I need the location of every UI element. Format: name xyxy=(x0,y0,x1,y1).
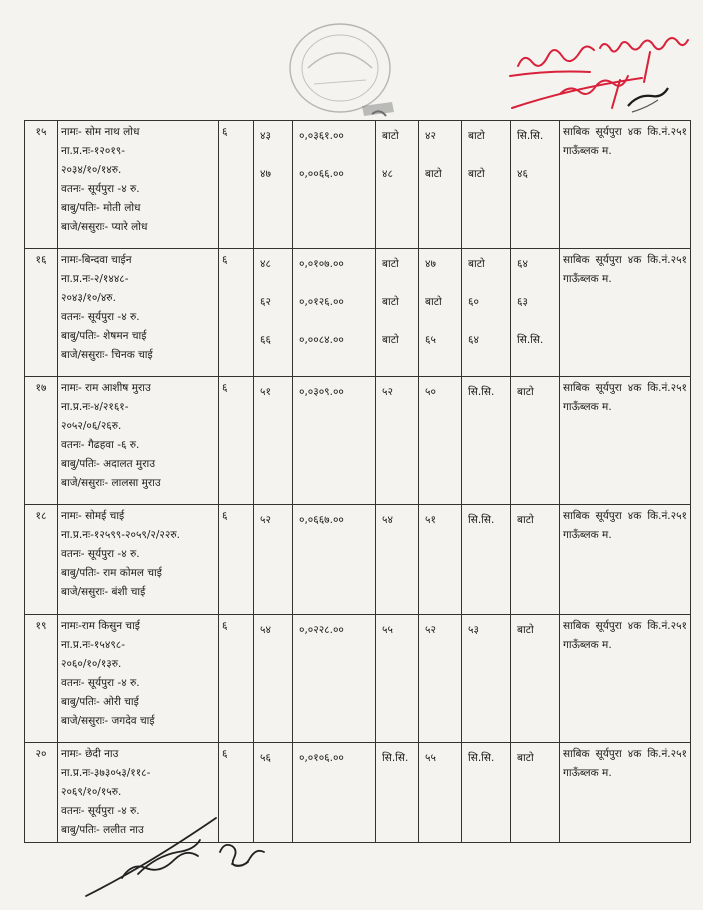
serial-number: १५ xyxy=(25,121,58,249)
owner-details xyxy=(58,249,219,377)
ward-number: ६ xyxy=(219,377,254,505)
owner-detail-line: ना.प्र.नः-१२५९९-२०५९/२/२२रु. xyxy=(61,529,180,541)
owner-detail-line: बाजे/ससुराः- लालसा मुराउ xyxy=(61,477,161,489)
east-boundary-cell xyxy=(376,249,419,377)
table-row xyxy=(25,249,691,377)
plot-number-cell xyxy=(254,505,293,615)
owner-detail-line: ना.प्र.नः-१२०१९- xyxy=(61,145,126,157)
owner-detail-line: ना.प्र.नः-३७३०५३/११८- xyxy=(61,767,151,779)
west-boundary: बाटो xyxy=(425,296,442,308)
plot-area: ०,०१२६.०० xyxy=(299,296,344,308)
ward-number: ६ xyxy=(219,249,254,377)
plot-number-cell xyxy=(254,377,293,505)
north-boundary-cell xyxy=(462,743,511,843)
east-boundary: बाटो xyxy=(382,296,399,308)
north-boundary-cell xyxy=(462,249,511,377)
owner-detail-line: वतनः- सूर्यपुरा -४ रु. xyxy=(61,183,140,195)
west-boundary: बाटो xyxy=(425,168,442,180)
north-boundary: सि.सि. xyxy=(468,386,495,398)
owner-detail-line: नामः- सोमई चाई xyxy=(61,510,125,522)
plot-number: ५४ xyxy=(260,624,271,636)
owner-detail-line: नामः-बिन्दवा चाईन xyxy=(61,254,132,266)
plot-number: ६२ xyxy=(260,296,271,308)
office-seal-stamp xyxy=(268,18,418,123)
serial-number: १९ xyxy=(25,615,58,743)
west-boundary-cell xyxy=(419,377,462,505)
ward-number: ६ xyxy=(219,505,254,615)
owner-details xyxy=(58,615,219,743)
south-boundary: ६४ xyxy=(517,258,528,270)
remarks-note: साबिक सूर्यपुरा ४क कि.नं.२५१ गाऊँब्लक म. xyxy=(560,743,691,843)
plot-number: ५१ xyxy=(260,386,271,398)
west-boundary: ५२ xyxy=(425,624,436,636)
handwritten-signatures xyxy=(82,812,302,902)
south-boundary: बाटो xyxy=(517,514,534,526)
owner-detail-line: वतनः- सूर्यपुरा -४ रु. xyxy=(61,548,140,560)
serial-number: १८ xyxy=(25,505,58,615)
owner-detail-line: ना.प्र.नः-२/१४४८- xyxy=(61,273,129,285)
plot-number: ४८ xyxy=(260,258,271,270)
north-boundary-cell xyxy=(462,505,511,615)
serial-number: १६ xyxy=(25,249,58,377)
plot-area-cell xyxy=(293,615,376,743)
owner-detail-line: वतनः- सूर्यपुरा -४ रु. xyxy=(61,805,140,817)
south-boundary: ६३ xyxy=(517,296,528,308)
plot-area-cell xyxy=(293,249,376,377)
plot-area: ०,००८४.०० xyxy=(299,334,344,346)
owner-detail-line: २०४३/१०/४रु. xyxy=(61,292,116,304)
owner-detail-line: नामः- सोम नाथ लोध xyxy=(61,126,140,138)
owner-detail-line: वतनः- सूर्यपुरा -४ रु. xyxy=(61,677,140,689)
south-boundary: सि.सि. xyxy=(517,130,544,142)
east-boundary: ५२ xyxy=(382,386,393,398)
east-boundary: ५४ xyxy=(382,514,393,526)
handwritten-date-annotation xyxy=(500,20,700,120)
owner-detail-line: नामः- छेदी नाउ xyxy=(61,748,119,760)
east-boundary: बाटो xyxy=(382,130,399,142)
remarks-note: साबिक सूर्यपुरा ४क कि.नं.२५१ गाऊँब्लक म. xyxy=(560,249,691,377)
owner-detail-line: नामः- राम आशीष मुराउ xyxy=(61,382,151,394)
table-row xyxy=(25,615,691,743)
owner-detail-line: वतनः- सूर्यपुरा -४ रु. xyxy=(61,311,140,323)
owner-detail-line: बाबु/पतिः- राम कोमल चाई xyxy=(61,567,162,579)
north-boundary-cell xyxy=(462,615,511,743)
south-boundary: सि.सि. xyxy=(517,334,544,346)
plot-area: ०,००६६.०० xyxy=(299,168,344,180)
west-boundary: ५० xyxy=(425,386,436,398)
ward-number: ६ xyxy=(219,743,254,843)
east-boundary: बाटो xyxy=(382,334,399,346)
plot-number: ४३ xyxy=(260,130,271,142)
table-row xyxy=(25,121,691,249)
owner-detail-line: ना.प्र.नः-१५४९८- xyxy=(61,639,126,651)
north-boundary-cell xyxy=(462,121,511,249)
owner-detail-line: नामः-राम किसुन चाई xyxy=(61,620,140,632)
east-boundary: बाटो xyxy=(382,258,399,270)
west-boundary: ४२ xyxy=(425,130,436,142)
remarks-note: साबिक सूर्यपुरा ४क कि.नं.२५१ गाऊँब्लक म. xyxy=(560,121,691,249)
east-boundary: ४८ xyxy=(382,168,393,180)
north-boundary: ६० xyxy=(468,296,479,308)
north-boundary: बाटो xyxy=(468,168,485,180)
ward-number: ६ xyxy=(219,615,254,743)
plot-number: ५२ xyxy=(260,514,271,526)
owner-detail-line: ना.प्र.नः-४/२१६१- xyxy=(61,401,129,413)
west-boundary-cell xyxy=(419,615,462,743)
south-boundary-cell xyxy=(511,121,560,249)
plot-number: ६६ xyxy=(260,334,271,346)
serial-number: १७ xyxy=(25,377,58,505)
east-boundary-cell xyxy=(376,377,419,505)
remarks-note: साबिक सूर्यपुरा ४क कि.नं.२५१ गाऊँब्लक म. xyxy=(560,505,691,615)
west-boundary-cell xyxy=(419,743,462,843)
west-boundary-cell xyxy=(419,249,462,377)
owner-detail-line: बाबु/पतिः- ओरी चाई xyxy=(61,696,139,708)
north-boundary-cell xyxy=(462,377,511,505)
remarks-note: साबिक सूर्यपुरा ४क कि.नं.२५१ गाऊँब्लक म. xyxy=(560,377,691,505)
plot-area: ०,०२२८.०० xyxy=(299,624,344,636)
plot-area: ०,०६६७.०० xyxy=(299,514,344,526)
plot-area: ०,०३०९.०० xyxy=(299,386,344,398)
owner-details xyxy=(58,377,219,505)
east-boundary: ५५ xyxy=(382,624,393,636)
south-boundary-cell xyxy=(511,505,560,615)
south-boundary-cell xyxy=(511,377,560,505)
east-boundary-cell xyxy=(376,615,419,743)
plot-area: ०,०१०७.०० xyxy=(299,258,344,270)
south-boundary-cell xyxy=(511,615,560,743)
north-boundary: बाटो xyxy=(468,258,485,270)
plot-area: ०,०३६१.०० xyxy=(299,130,344,142)
south-boundary: बाटो xyxy=(517,624,534,636)
east-boundary-cell xyxy=(376,121,419,249)
owner-detail-line: २०५२/०६/२६रु. xyxy=(61,420,122,432)
ward-number: ६ xyxy=(219,121,254,249)
west-boundary: ४७ xyxy=(425,258,436,270)
north-boundary: ५३ xyxy=(468,624,479,636)
plot-area-cell xyxy=(293,377,376,505)
north-boundary: ६४ xyxy=(468,334,479,346)
plot-area: ०,०१०६.०० xyxy=(299,752,344,764)
west-boundary-cell xyxy=(419,121,462,249)
plot-number: ५६ xyxy=(260,752,271,764)
south-boundary-cell xyxy=(511,249,560,377)
owner-detail-line: वतनः- गैढहवा -६ रु. xyxy=(61,439,140,451)
plot-number: ४७ xyxy=(260,168,271,180)
remarks-note: साबिक सूर्यपुरा ४क कि.नं.२५१ गाऊँब्लक म. xyxy=(560,615,691,743)
owner-details xyxy=(58,505,219,615)
east-boundary-cell xyxy=(376,743,419,843)
owner-detail-line: २०६९/१०/१५रु. xyxy=(61,786,122,798)
owner-detail-line: बाबु/पतिः- ललीत नाउ xyxy=(61,824,144,836)
land-register-table xyxy=(24,120,691,843)
north-boundary: सि.सि. xyxy=(468,752,495,764)
owner-detail-line: बाजे/ससुराः- प्यारे लोध xyxy=(61,221,148,233)
south-boundary: ४६ xyxy=(517,168,528,180)
owner-details xyxy=(58,121,219,249)
plot-area-cell xyxy=(293,121,376,249)
plot-area-cell xyxy=(293,743,376,843)
table-row xyxy=(25,505,691,615)
register-body xyxy=(25,121,691,843)
plot-number-cell xyxy=(254,615,293,743)
table-row xyxy=(25,377,691,505)
west-boundary-cell xyxy=(419,505,462,615)
east-boundary-cell xyxy=(376,505,419,615)
owner-detail-line: बाजे/ससुराः- बंशी चाई xyxy=(61,586,146,598)
owner-detail-line: बाजे/ससुराः- जगदेव चाई xyxy=(61,715,155,727)
serial-number: २० xyxy=(25,743,58,843)
west-boundary: ६५ xyxy=(425,334,436,346)
south-boundary: बाटो xyxy=(517,752,534,764)
north-boundary: सि.सि. xyxy=(468,514,495,526)
south-boundary-cell xyxy=(511,743,560,843)
plot-area-cell xyxy=(293,505,376,615)
east-boundary: सि.सि. xyxy=(382,752,409,764)
owner-detail-line: बाबु/पतिः- मोती लोध xyxy=(61,202,141,214)
west-boundary: ५५ xyxy=(425,752,436,764)
owner-detail-line: २०६०/१०/१३रु. xyxy=(61,658,122,670)
north-boundary: बाटो xyxy=(468,130,485,142)
owner-detail-line: बाजे/ससुराः- चिनक चाई xyxy=(61,349,153,361)
owner-detail-line: बाबु/पतिः- अदालत मुराउ xyxy=(61,458,155,470)
plot-number-cell xyxy=(254,249,293,377)
owner-detail-line: बाबु/पतिः- शेषमन चाई xyxy=(61,330,147,342)
owner-detail-line: २०३४/१०/१४रु. xyxy=(61,164,122,176)
plot-number-cell xyxy=(254,121,293,249)
south-boundary: बाटो xyxy=(517,386,534,398)
west-boundary: ५१ xyxy=(425,514,436,526)
